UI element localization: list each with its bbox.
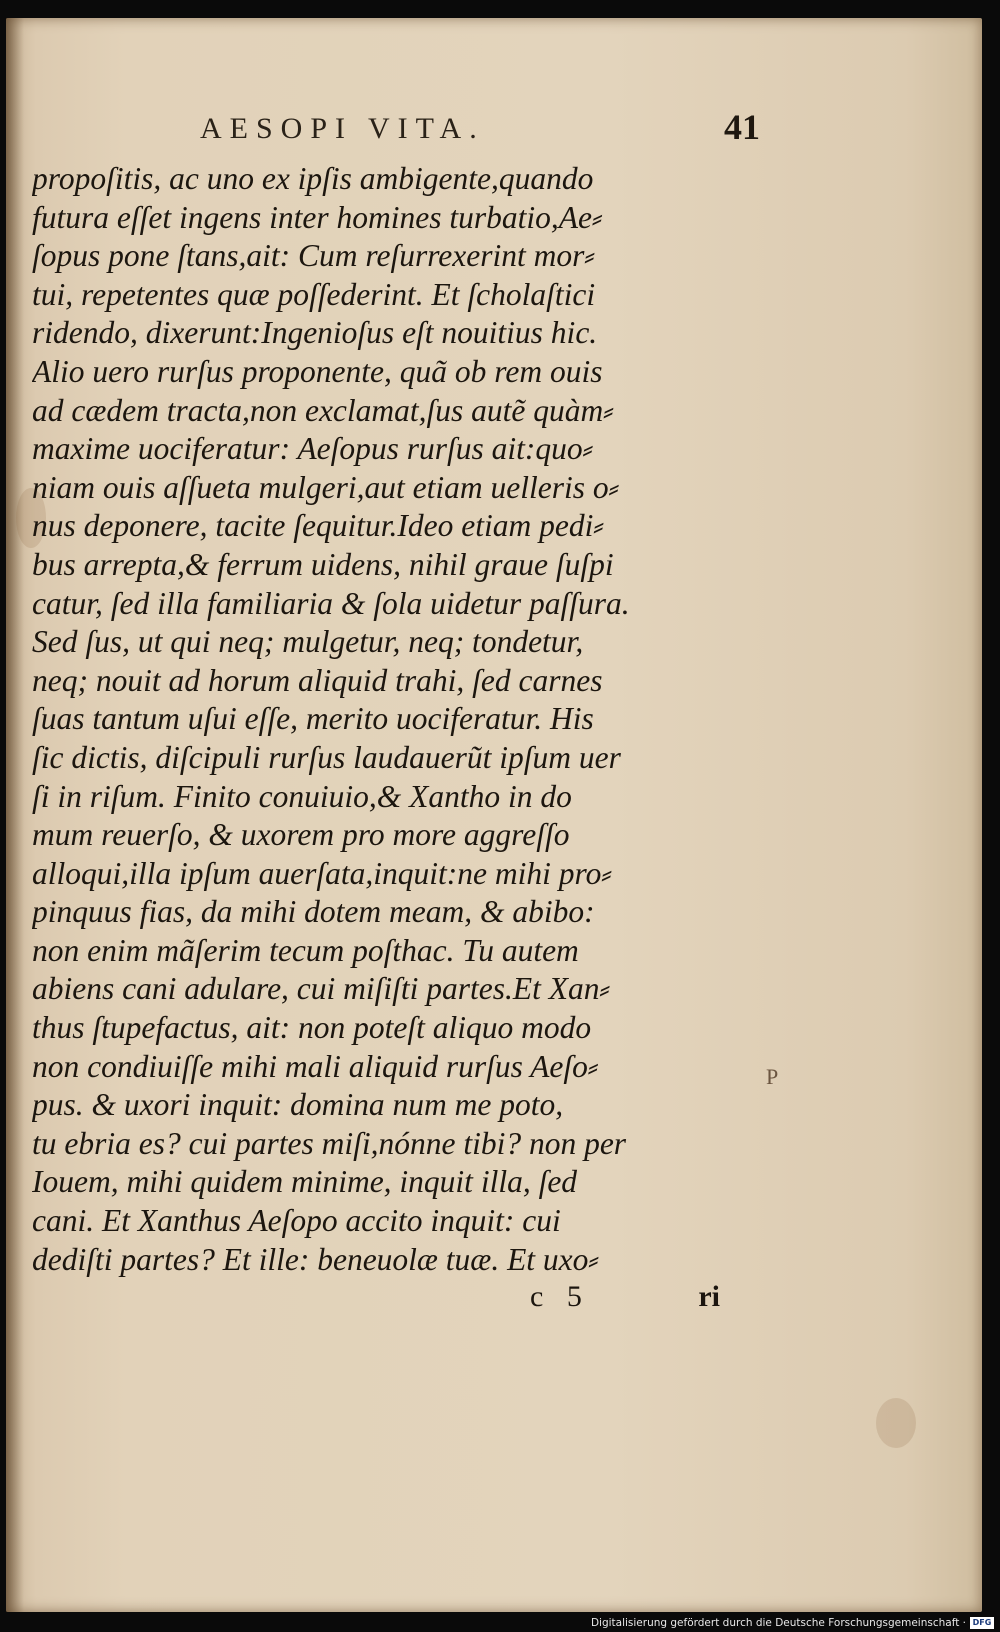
text-line: Iouem, mihi quidem minime, inquit illa, ſed [32,1164,578,1200]
text-line: futura eſſet ingens inter homines turbatio,Ae⸗ [32,199,603,235]
text-line: ſuas tantum uſui eſſe, merito uociferatur. His [32,701,594,737]
text-line: neq; nouit ad horum aliquid trahi, ſed carnes [32,662,603,698]
margin-mark: P [766,1064,779,1089]
footer-bar [0,1614,1000,1632]
text-line: ſi in riſum. Finito conuiuio,& Xantho in do [32,778,572,814]
text-line: tui, repetentes quæ poſſederint. Et ſcholaſtici [32,276,596,312]
text-line: abiens cani adulare, cui miſiſti partes.Et Xan⸗ [32,971,611,1007]
running-head: AESOPI VITA. [200,112,485,145]
text-line: ad cædem tracta,non exclamat,ſus autẽ quàm⸗ [32,392,614,428]
text-line: cani. Et Xanthus Aeſopo accito inquit: cui [32,1203,561,1239]
text-line: propoſitis, ac uno ex ipſis ambigente,quando [32,161,594,196]
text-line: pinquus fias, da mihi dotem meam, & abibo: [32,894,595,930]
text-line: nus deponere, tacite ſequitur.Ideo etiam pedi⸗ [32,508,604,544]
text-line: non enim mãſerim tecum poſthac. Tu autem [32,932,579,968]
text-line: non condiuiſſe mihi mali aliquid rurſus Aeſo⸗ [32,1048,599,1084]
text-line: thus ſtupefactus, ait: non poteſt aliquo modo [32,1010,592,1046]
text-line: mum reuerſo, & uxorem pro more aggreſſo [32,817,570,853]
text-block [32,160,732,1279]
text-line: niam ouis aſſueta mulgeri,aut etiam uelleris o⸗ [32,469,620,505]
text-line: ſopus pone ſtans,ait: Cum reſurrexerint mor⸗ [32,238,595,274]
dfg-logo: DFG [970,1617,994,1629]
text-line: Alio uero rurſus proponente, quã ob rem ouis [32,353,603,389]
funding-credit: Digitalisierung gefördert durch die Deutsche Forschungsgemeinschaft · [590,1617,966,1629]
signature-mark: c 5 [530,1280,590,1313]
text-line: pus. & uxori inquit: domina num me poto, [32,1087,564,1123]
text-line: ſic dictis, diſcipuli rurſus laudauerũt ipſum uer [32,739,621,775]
catchword: ri [698,1280,720,1313]
paper-stain [876,1398,916,1448]
text-line: alloqui,illa ipſum auerſata,inquit:ne mihi pro⸗ [32,855,612,891]
catch-line [530,1280,720,1320]
text-line: Sed ſus, ut qui neq; mulgetur, neq; tondetur, [32,624,584,660]
text-line: tu ebria es? cui partes miſi,nónne tibi? non per [32,1125,627,1161]
text-line: maxime uociferatur: Aeſopus rurſus ait:quo⸗ [32,431,594,467]
text-line: catur, ſed illa familiaria & ſola uidetur paſſura. [32,585,630,621]
text-line: ridendo, dixerunt:Ingenioſus eſt nouitius hic. [32,315,598,351]
gutter-shadow [6,18,24,1612]
text-line: dediſti partes? Et ille: beneuolæ tuæ. Et uxo⸗ [32,1241,599,1277]
page-header [200,107,760,152]
page-number: 41 [724,107,760,147]
text-line: bus arrepta,& ferrum uidens, nihil graue ſuſpi [32,546,614,582]
